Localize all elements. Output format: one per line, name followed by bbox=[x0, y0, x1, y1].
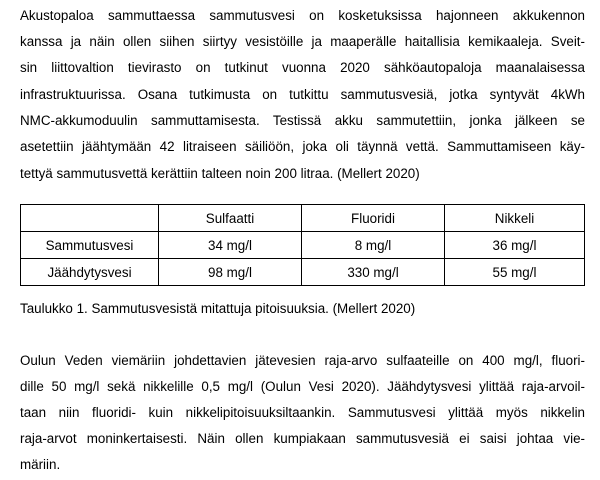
table-cell: 55 mg/l bbox=[445, 259, 585, 286]
paragraph-1-line-1: Akustopaloa sammuttaessa sammutusvesi on kosketuksissa hajonneen akkukennon bbox=[20, 8, 585, 23]
table-header-sulfaatti: Sulfaatti bbox=[159, 205, 302, 232]
paragraph-1-line-7: tettyä sammutusvettä kerättiin talteen noin 200 litraa. (Mellert 2020) bbox=[20, 166, 420, 181]
paragraph-1-line-2: kanssa ja näin ollen siihen siirtyy vesistöille ja maaperälle haitallisia kemikaaleja. Sveit- bbox=[20, 34, 585, 49]
table-cell: 98 mg/l bbox=[159, 259, 302, 286]
table-cell: 330 mg/l bbox=[302, 259, 445, 286]
table-row bbox=[21, 259, 585, 286]
paragraph-1-line-5: NMC-akkumoduulin sammuttamisesta. Testissä akku sammutettiin, jonka jälkeen se bbox=[20, 113, 585, 128]
table-header-fluoridi: Fluoridi bbox=[302, 205, 445, 232]
table-cell-row-label: Jäähdytysvesi bbox=[21, 259, 159, 286]
table-header-row bbox=[21, 205, 585, 232]
table-cell-row-label: Sammutusvesi bbox=[21, 232, 159, 259]
paragraph-2-line-4: raja-arvot moninkertaisesti. Näin ollen kumpiakaan sammutusvesiä ei saisi johtaa vie- bbox=[20, 431, 585, 446]
table-header-empty bbox=[21, 205, 159, 232]
concentration-table bbox=[20, 204, 585, 286]
table-caption: Taulukko 1. Sammutusvesistä mitattuja pitoisuuksia. (Mellert 2020) bbox=[20, 301, 416, 316]
paragraph-2-line-2: dille 50 mg/l sekä nikkelille 0,5 mg/l (Oulun Vesi 2020). Jäähdytysvesi ylittää raja-arvoil- bbox=[20, 379, 585, 394]
paragraph-2-line-5: märiin. bbox=[20, 457, 61, 472]
paragraph-1-line-6: asetettiin jäähtymään 42 litraiseen säiliöön, joka oli täynnä vettä. Sammuttamiseen käy- bbox=[20, 139, 585, 154]
paragraph-1-line-3: sin liittovaltion tievirasto on tutkinut vuonna 2020 sähköautopaloja maanalaisessa bbox=[20, 60, 585, 75]
table-row bbox=[21, 232, 585, 259]
table-cell: 34 mg/l bbox=[159, 232, 302, 259]
paragraph-2-line-1: Oulun Veden viemäriin johdettavien jätevesien raja-arvo sulfaateille on 400 mg/l, fluori- bbox=[20, 353, 585, 368]
table-cell: 36 mg/l bbox=[445, 232, 585, 259]
table-header-nikkeli: Nikkeli bbox=[445, 205, 585, 232]
paragraph-1-line-4: infrastruktuurissa. Osana tutkimusta on tutkittu sammutusvesiä, jotka syntyvät 4kWh bbox=[20, 87, 585, 102]
paragraph-2-line-3: taan niin fluoridi- kuin nikkelipitoisuuksiltaankin. Sammutusvesi ylittää myös nikkelin bbox=[20, 405, 585, 420]
table-cell: 8 mg/l bbox=[302, 232, 445, 259]
